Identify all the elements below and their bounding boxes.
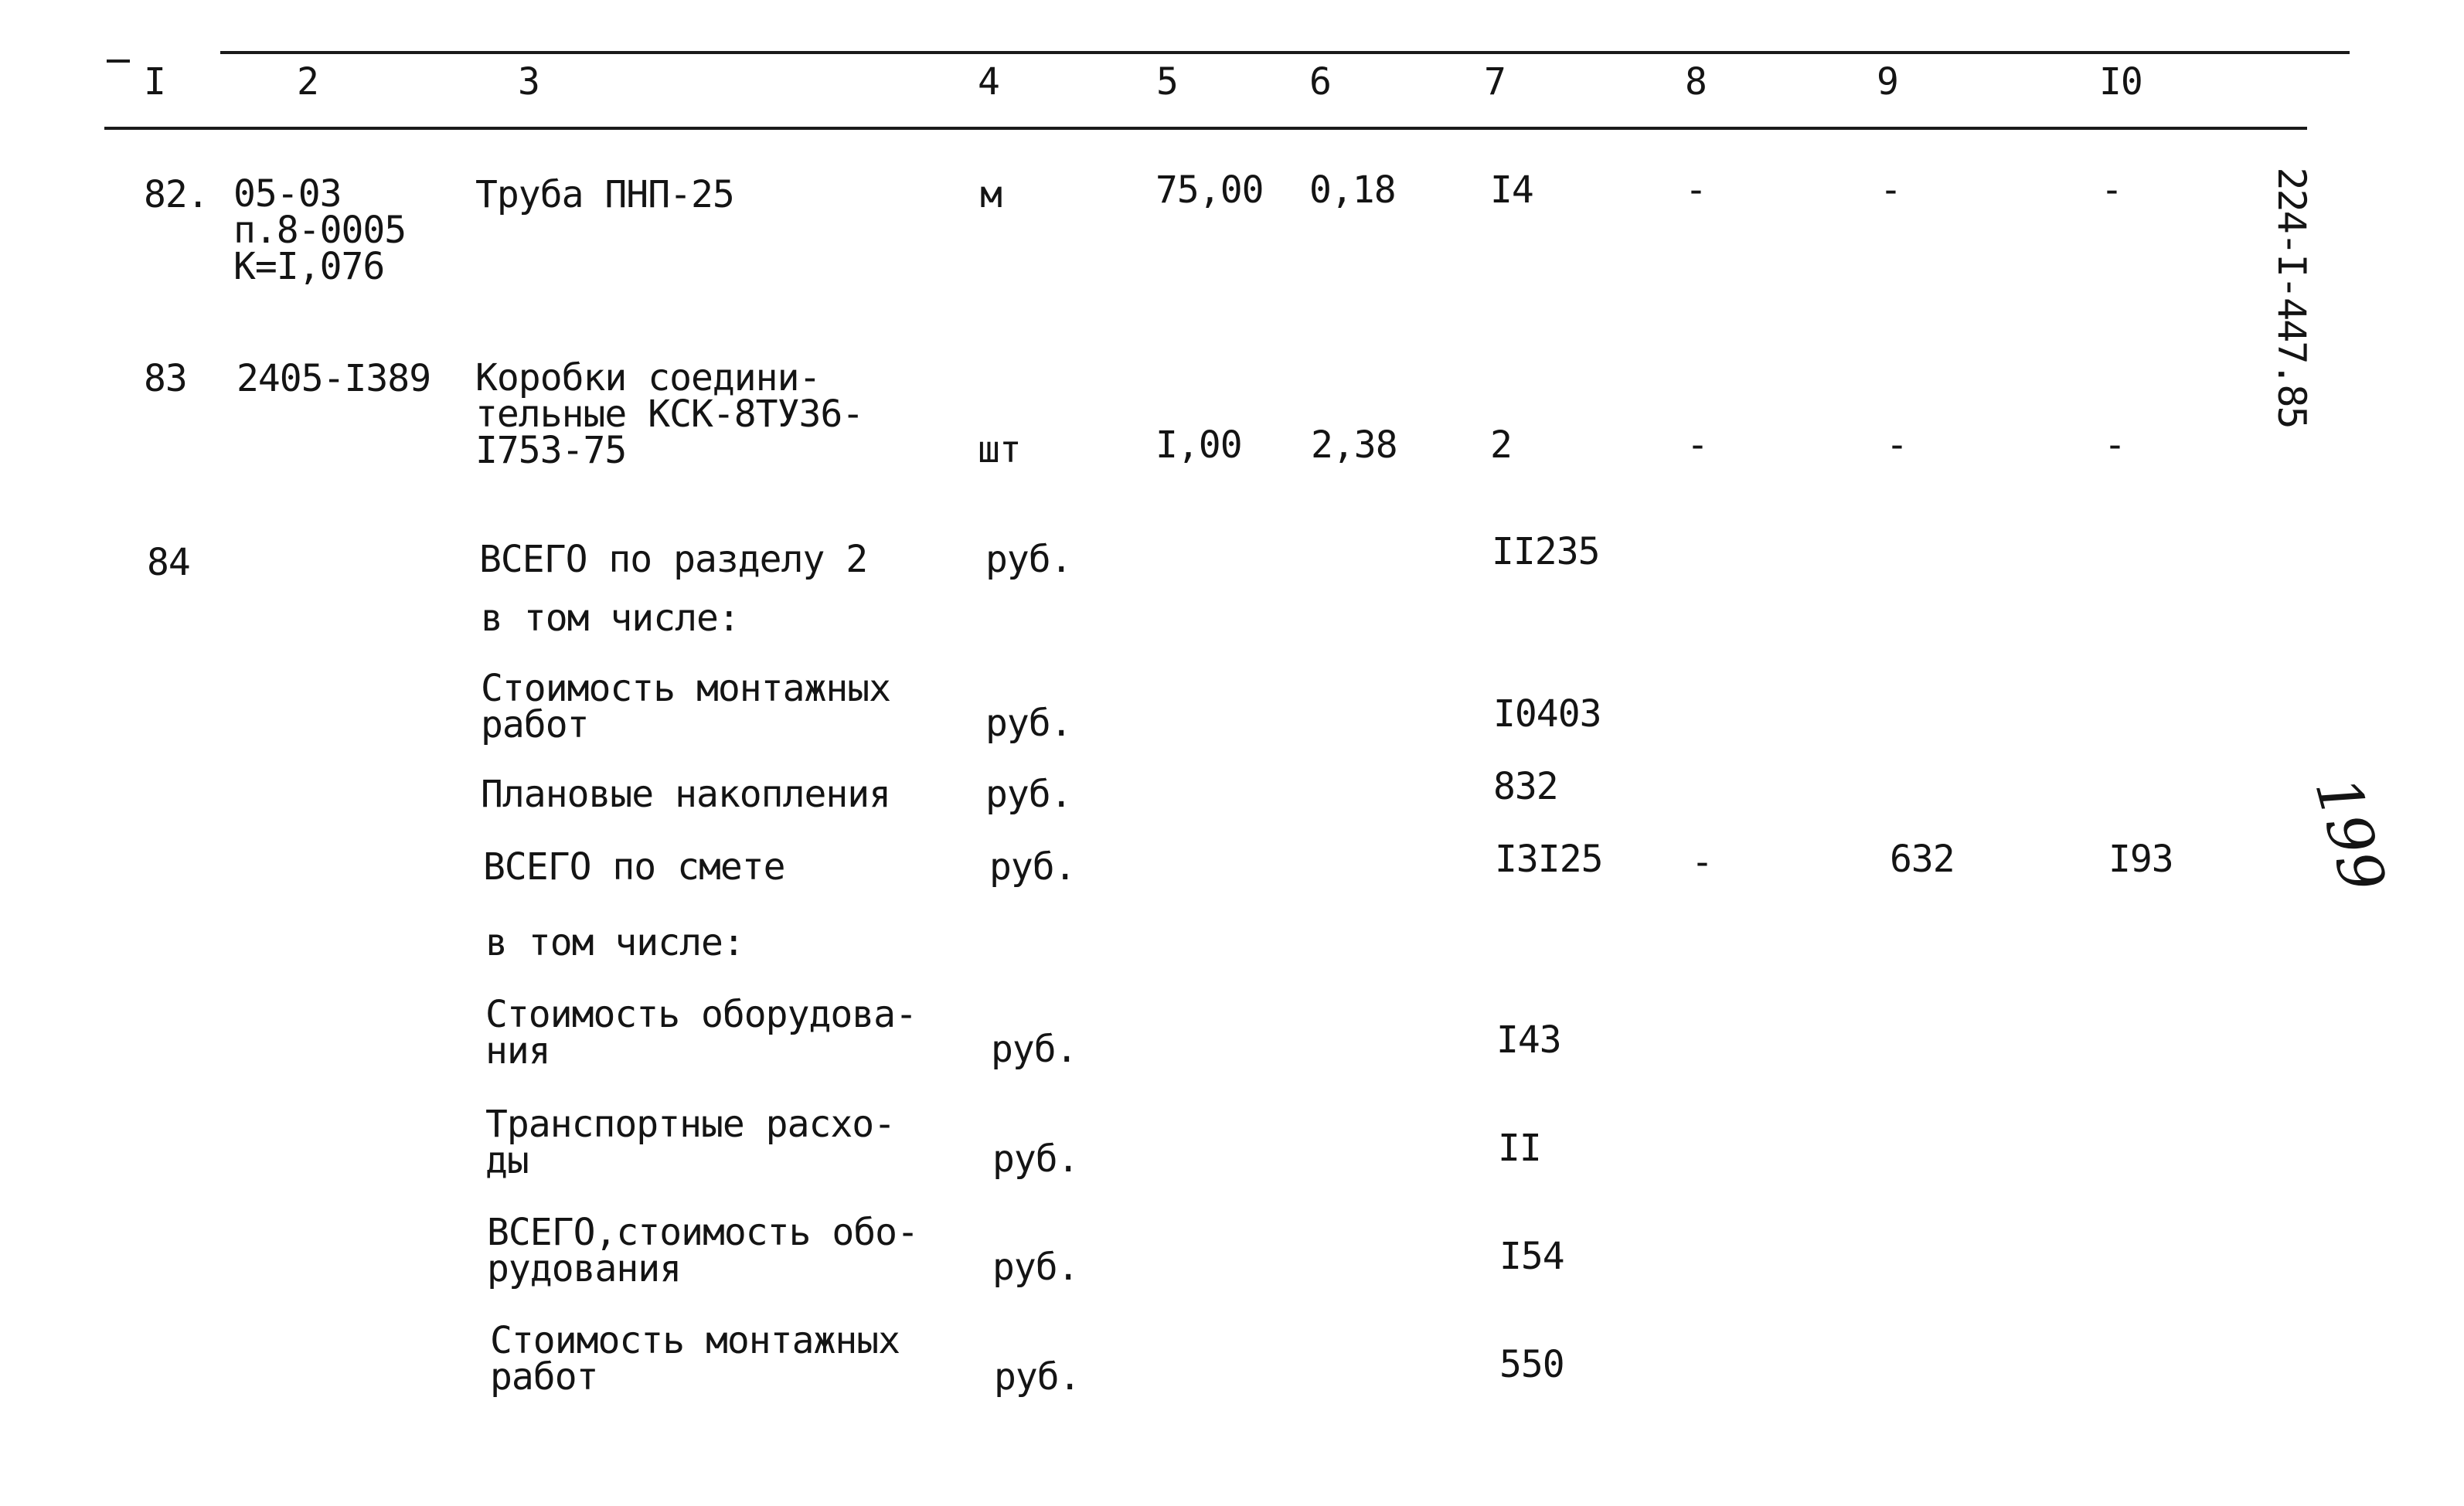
summary-number: 84 xyxy=(147,541,190,584)
total-equipment-value: I54 xyxy=(1499,1235,1564,1278)
column-header-3: 3 xyxy=(518,60,539,104)
install-cost-unit: руб. xyxy=(985,702,1072,745)
document-code-text: 224-I-447.85 xyxy=(2269,167,2314,428)
total-section-label: ВСЕГО по разделу 2 xyxy=(479,538,868,581)
total-estimate-value: I3I25 xyxy=(1495,838,1603,881)
install-cost-label: Стоимость монтажных работ xyxy=(481,667,891,747)
total-estimate-label: ВСЕГО по смете xyxy=(483,845,785,889)
install-cost-2-unit: руб. xyxy=(994,1355,1081,1399)
including-label: в том числе: xyxy=(481,597,740,640)
row-unit: м xyxy=(980,173,1002,216)
column-header-8: 8 xyxy=(1685,60,1707,104)
row-col9: - xyxy=(1886,423,1908,467)
row-col10: - xyxy=(2101,168,2122,212)
equipment-cost-value: I43 xyxy=(1496,1018,1561,1062)
row-name: Коробки соедини- тельные КСК-8ТУ36- I753-75 xyxy=(475,356,864,473)
column-header-5: 5 xyxy=(1156,60,1178,104)
row-col9: - xyxy=(1880,168,1901,212)
document-code-vertical xyxy=(2253,158,2330,437)
row-number: 83 xyxy=(144,357,187,400)
header-top-stub xyxy=(107,59,130,63)
row-price: 0,18 xyxy=(1309,168,1396,212)
row-quantity: I,00 xyxy=(1155,423,1242,467)
planned-savings-unit: руб. xyxy=(985,773,1072,816)
total-estimate-col9: 632 xyxy=(1890,838,1955,881)
transport-unit: руб. xyxy=(992,1137,1079,1181)
row-col10: - xyxy=(2104,423,2125,467)
row-total: 2 xyxy=(1490,423,1512,467)
install-cost-2-value: 550 xyxy=(1499,1343,1564,1386)
header-top-rule xyxy=(220,51,2350,54)
planned-savings-label: Плановые накопления xyxy=(481,773,891,816)
row-name: Труба ПНП-25 xyxy=(475,173,734,216)
total-estimate-col10: I93 xyxy=(2108,838,2173,881)
row-price: 2,38 xyxy=(1311,423,1397,467)
planned-savings-value: 832 xyxy=(1493,765,1558,808)
column-header-10: I0 xyxy=(2099,60,2142,104)
equipment-cost-label: Стоимость оборудова- ния xyxy=(485,993,917,1073)
total-estimate-col8: - xyxy=(1691,841,1713,884)
header-bottom-rule xyxy=(104,127,2307,130)
column-header-2: 2 xyxy=(297,60,318,104)
row-code: 2405-I389 xyxy=(237,357,431,400)
column-header-6: 6 xyxy=(1309,60,1331,104)
install-cost-value: I0403 xyxy=(1493,692,1601,736)
including-label-2: в том числе: xyxy=(485,921,744,964)
row-col8: - xyxy=(1685,168,1707,212)
transport-label: Транспортные расхо- ды xyxy=(485,1103,896,1183)
total-estimate-unit: руб. xyxy=(989,845,1076,889)
handwritten-page-number xyxy=(2301,770,2398,899)
row-code: 05-03 п.8-0005 К=I,076 xyxy=(233,172,407,289)
column-header-7: 7 xyxy=(1484,60,1506,104)
total-equipment-label: ВСЕГО,стоимость обо- рудования xyxy=(487,1211,918,1291)
total-section-value: II235 xyxy=(1492,530,1600,573)
total-section-unit: руб. xyxy=(985,538,1072,581)
row-total: I4 xyxy=(1490,168,1533,212)
row-col8: - xyxy=(1686,423,1708,467)
row-number: 82. xyxy=(144,173,209,216)
equipment-cost-unit: руб. xyxy=(991,1028,1077,1071)
column-header-4: 4 xyxy=(978,60,999,104)
row-unit: шт xyxy=(978,428,1021,471)
column-header-1: I xyxy=(144,60,165,104)
transport-value: II xyxy=(1498,1127,1541,1170)
install-cost-2-label: Стоимость монтажных работ xyxy=(490,1319,900,1399)
row-quantity: 75,00 xyxy=(1155,168,1264,212)
column-header-9: 9 xyxy=(1877,60,1898,104)
page-number-text: 199 xyxy=(2301,770,2398,899)
total-equipment-unit: руб. xyxy=(992,1246,1079,1289)
